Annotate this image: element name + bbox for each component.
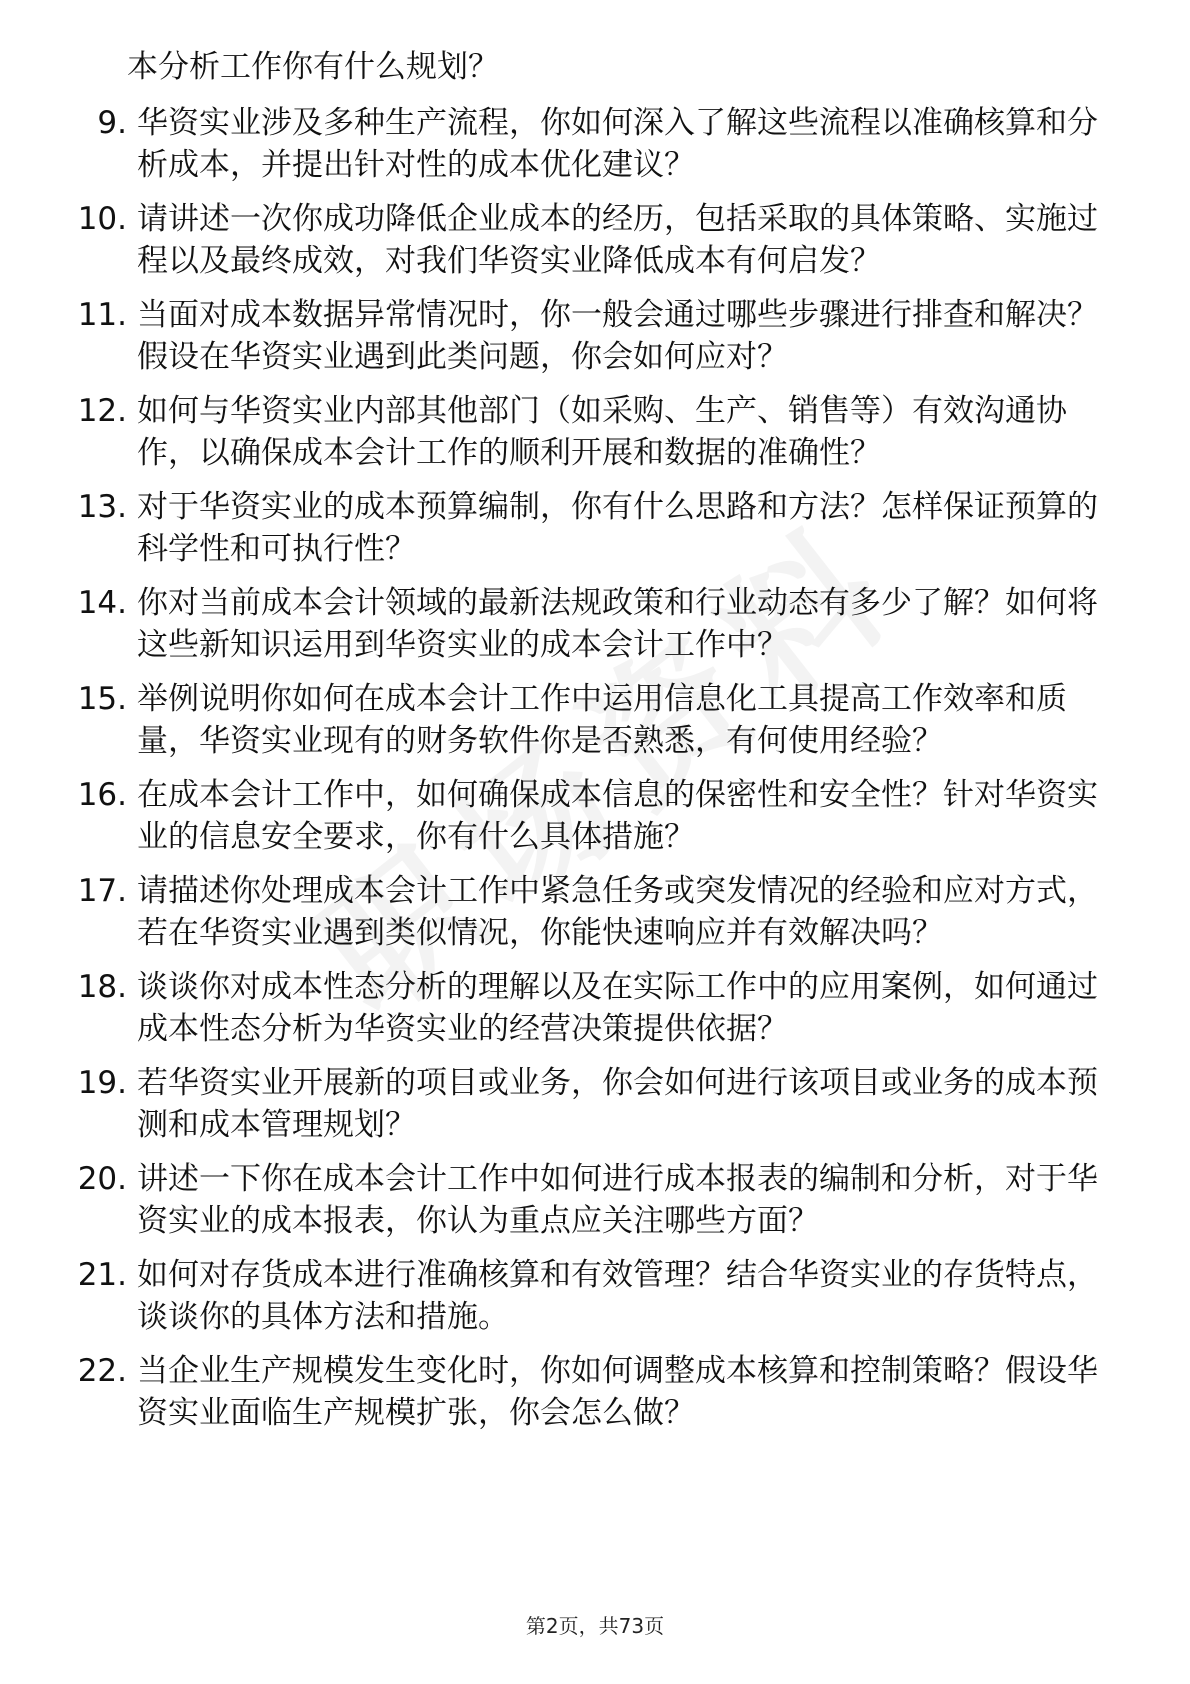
question-number: 15. <box>77 681 127 717</box>
question-item <box>75 966 1115 1050</box>
question-item <box>75 1254 1115 1338</box>
question-number: 18. <box>77 969 127 1005</box>
question-number: 17. <box>77 873 127 909</box>
question-text: 对于华资实业的成本预算编制，你有什么思路和方法？怎样保证预算的科学性和可执行性？ <box>137 489 1098 567</box>
question-item <box>75 294 1115 378</box>
question-number: 14. <box>77 585 127 621</box>
question-text: 谈谈你对成本性态分析的理解以及在实际工作中的应用案例，如何通过成本性态分析为华资实业的经营决策提供依据？ <box>137 969 1098 1047</box>
question-list <box>75 102 1115 1434</box>
question-text: 华资实业涉及多种生产流程，你如何深入了解这些流程以准确核算和分析成本，并提出针对性的成本优化建议？ <box>137 105 1098 183</box>
question-number: 9. <box>97 105 127 141</box>
question-number: 13. <box>77 489 127 525</box>
question-item <box>75 870 1115 954</box>
question-number: 10. <box>77 201 127 237</box>
question-item <box>75 102 1115 186</box>
question-item <box>75 678 1115 762</box>
question-number: 20. <box>77 1161 127 1197</box>
question-number: 11. <box>77 297 127 333</box>
question-text: 请描述你处理成本会计工作中紧急任务或突发情况的经验和应对方式，若在华资实业遇到类似情况，你能快速响应并有效解决吗？ <box>137 873 1098 951</box>
question-text: 如何对存货成本进行准确核算和有效管理？结合华资实业的存货特点，谈谈你的具体方法和措施。 <box>137 1257 1098 1335</box>
question-item <box>75 390 1115 474</box>
page-content <box>75 46 1115 1446</box>
question-text: 请讲述一次你成功降低企业成本的经历，包括采取的具体策略、实施过程以及最终成效，对我们华资实业降低成本有何启发？ <box>137 201 1098 279</box>
question-text: 当企业生产规模发生变化时，你如何调整成本核算和控制策略？假设华资实业面临生产规模扩张，你会怎么做？ <box>137 1353 1098 1431</box>
question-number: 22. <box>77 1353 127 1389</box>
continued-question-text: 本分析工作你有什么规划？ <box>127 49 499 85</box>
question-text: 举例说明你如何在成本会计工作中运用信息化工具提高工作效率和质量，华资实业现有的财务软件你是否熟悉，有何使用经验？ <box>137 681 1067 759</box>
question-item <box>75 198 1115 282</box>
question-number: 21. <box>77 1257 127 1293</box>
question-text: 当面对成本数据异常情况时，你一般会通过哪些步骤进行排查和解决？假设在华资实业遇到此类问题，你会如何应对？ <box>137 297 1098 375</box>
question-number: 16. <box>77 777 127 813</box>
question-item <box>75 1158 1115 1242</box>
page-number-footer: 第2页，共73页 <box>525 1614 665 1638</box>
question-item <box>75 1350 1115 1434</box>
question-item <box>75 774 1115 858</box>
question-text: 在成本会计工作中，如何确保成本信息的保密性和安全性？针对华资实业的信息安全要求，你有什么具体措施？ <box>137 777 1098 855</box>
question-item <box>75 486 1115 570</box>
question-item <box>75 1062 1115 1146</box>
question-number: 19. <box>77 1065 127 1101</box>
question-text: 若华资实业开展新的项目或业务，你会如何进行该项目或业务的成本预测和成本管理规划？ <box>137 1065 1098 1143</box>
question-number: 12. <box>77 393 127 429</box>
question-text: 你对当前成本会计领域的最新法规政策和行业动态有多少了解？如何将这些新知识运用到华资实业的成本会计工作中？ <box>137 585 1098 663</box>
question-text: 如何与华资实业内部其他部门（如采购、生产、销售等）有效沟通协作，以确保成本会计工作的顺利开展和数据的准确性？ <box>137 393 1067 471</box>
question-item <box>75 582 1115 666</box>
question-text: 讲述一下你在成本会计工作中如何进行成本报表的编制和分析，对于华资实业的成本报表，你认为重点应关注哪些方面？ <box>137 1161 1098 1239</box>
